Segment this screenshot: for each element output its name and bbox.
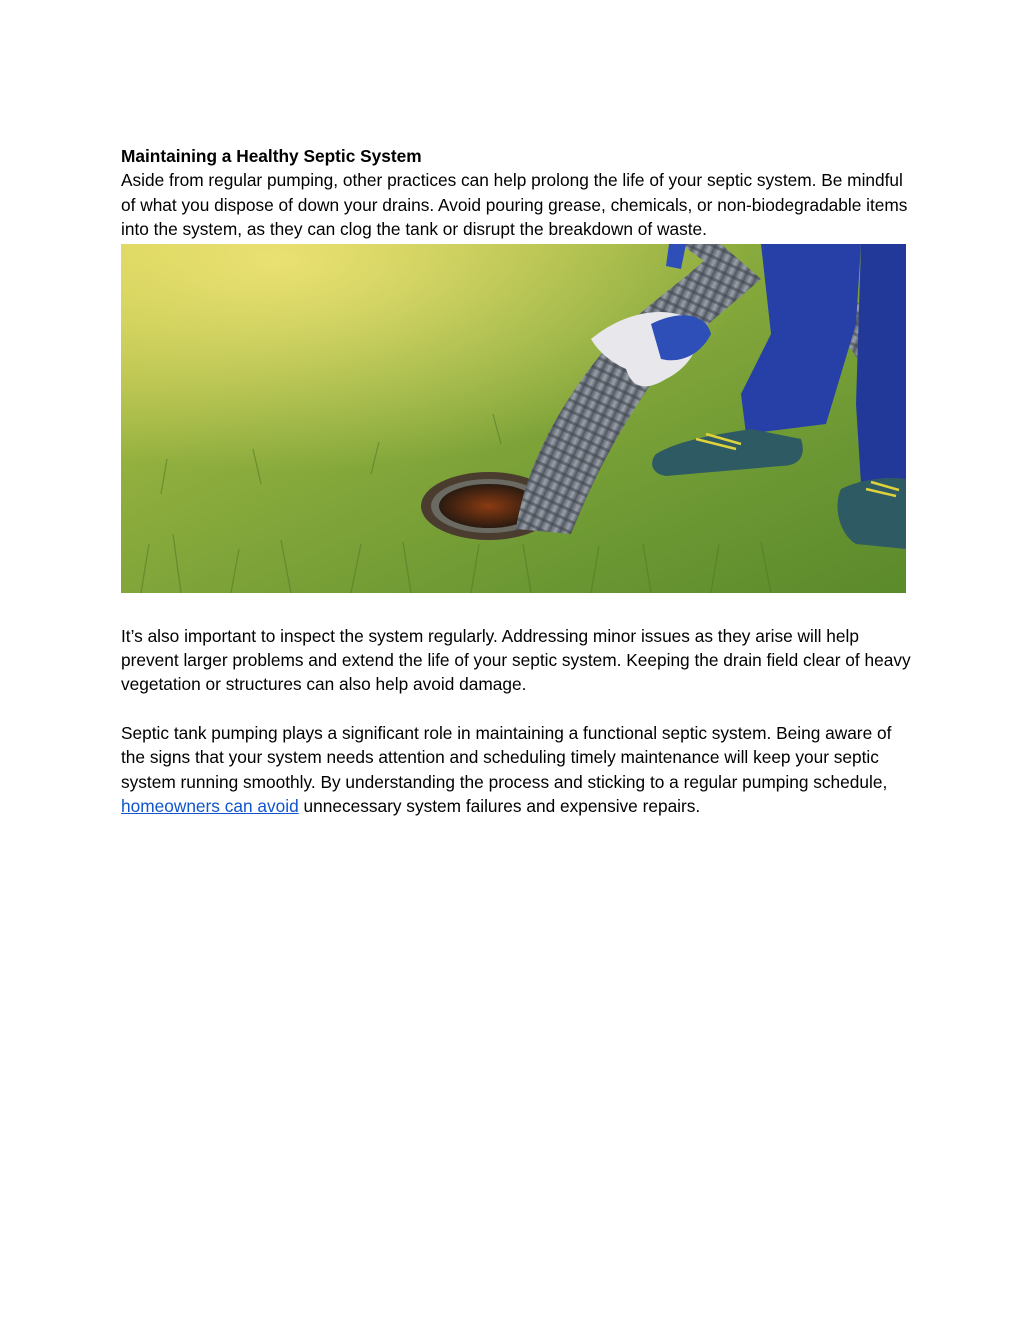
- pumping-paragraph-text: Septic tank pumping plays a significant role in maintaining a functional septic system. Being aware of the signs that your system needs attention and scheduling timely maintenance will keep your septic system running smoothly. By understanding the process and sticking to a regular pumping schedule,: [121, 722, 892, 792]
- pumping-paragraph-tail: unnecessary system failures and expensive repairs.: [298, 796, 701, 817]
- document-page: [121, 144, 911, 818]
- pumping-paragraph: [121, 721, 911, 819]
- homeowners-link[interactable]: homeowners can avoid: [121, 796, 299, 817]
- section-heading: Maintaining a Healthy Septic System: [121, 146, 422, 166]
- inspection-paragraph: It’s also important to inspect the system regularly. Addressing minor issues as they arise will help prevent larger problems and extend the life of your septic system. Keeping the drain field clear of heavy vegetation or structures can also help avoid damage.: [121, 625, 911, 695]
- intro-paragraph: Aside from regular pumping, other practices can help prolong the life of your septic system. Be mindful of what you dispose of down your drains. Avoid pouring grease, chemicals, or non-biodegradable items into the system, as they can clog the tank or disrupt the breakdown of waste.: [121, 170, 908, 240]
- septic-pumping-photo: [121, 244, 906, 593]
